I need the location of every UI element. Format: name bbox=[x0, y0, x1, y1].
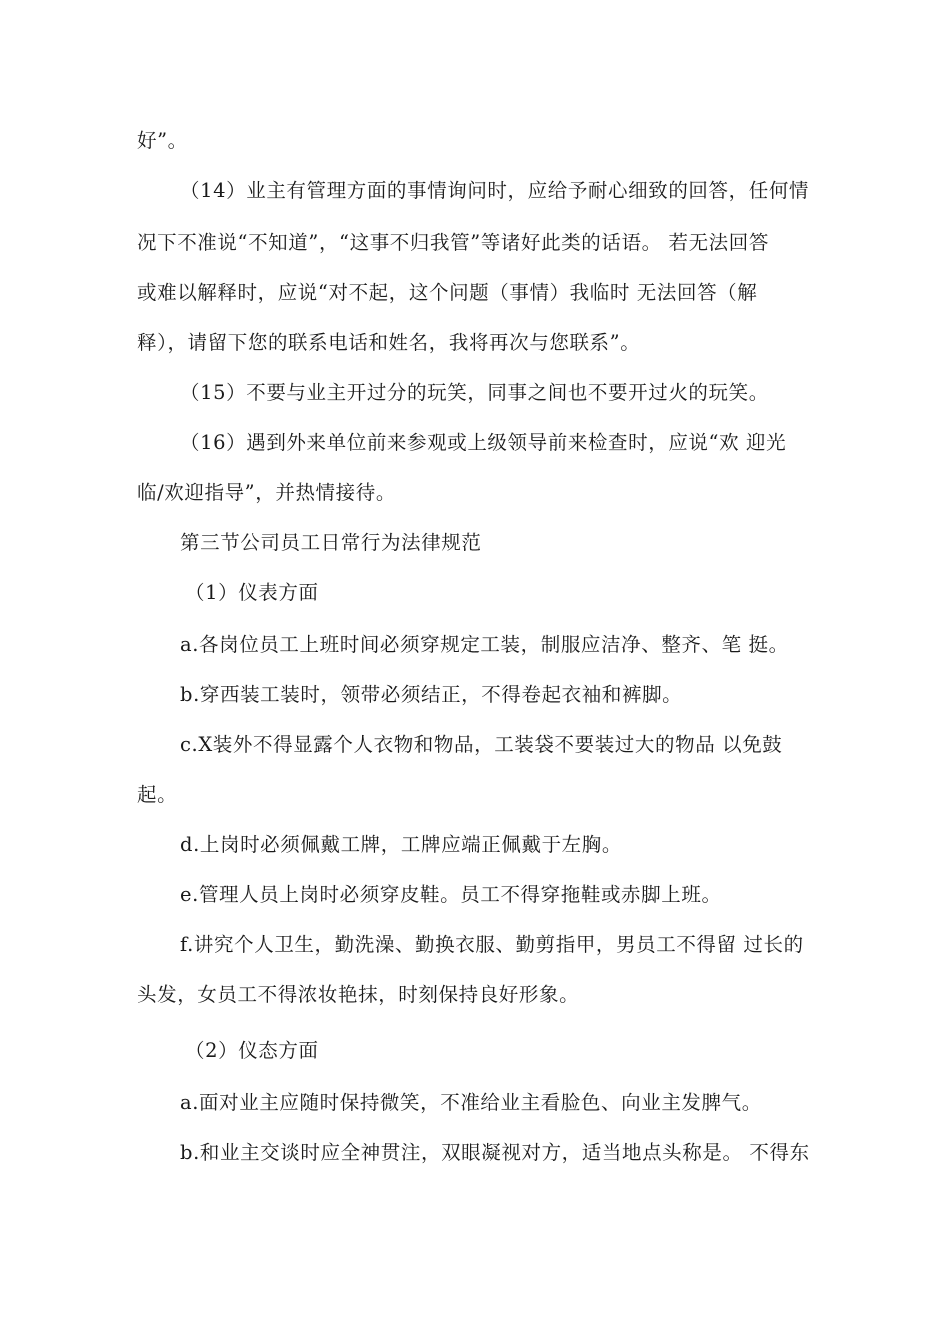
text-line: e.管理人员上岗时必须穿皮鞋。员工不得穿拖鞋或赤脚上班。 bbox=[180, 883, 722, 906]
text-line: b.穿西装工装时，领带必须结正，不得卷起衣袖和裤脚。 bbox=[180, 683, 683, 706]
text-line: b.和业主交谈时应全神贯注，双眼凝视对方，适当地点头称是。 不得东 bbox=[180, 1141, 810, 1164]
text-line: 况下不准说“不知道”，“这事不归我管”等诸好此类的话语。 若无法回答 bbox=[137, 231, 769, 254]
text-line: a.各岗位员工上班时间必须穿规定工装，制服应洁净、整齐、笔 挺。 bbox=[180, 633, 789, 656]
subsection-heading: （1）仪表方面 bbox=[185, 581, 319, 604]
text-line: f.讲究个人卫生，勤洗澡、勤换衣服、勤剪指甲，男员工不得留 过长的 bbox=[180, 933, 804, 956]
text-line: c.X装外不得显露个人衣物和物品，工装袋不要装过大的物品 以免鼓 bbox=[180, 733, 783, 756]
text-line: （15）不要与业主开过分的玩笑，同事之间也不要开过火的玩笑。 bbox=[180, 381, 769, 404]
text-line: 好”。 bbox=[137, 129, 188, 152]
subsection-heading: （2）仪态方面 bbox=[185, 1039, 319, 1062]
text-line: d.上岗时必须佩戴工牌，工牌应端正佩戴于左胸。 bbox=[180, 833, 622, 856]
text-line: （14）业主有管理方面的事情询问时，应给予耐心细致的回答，任何情 bbox=[180, 179, 810, 202]
text-line: 起。 bbox=[137, 783, 178, 806]
text-line: a.面对业主应随时保持微笑，不准给业主看脸色、向业主发脾气。 bbox=[180, 1091, 762, 1114]
text-line: 临/欢迎指导”，并热情接待。 bbox=[137, 481, 396, 504]
text-line: 释），请留下您的联系电话和姓名，我将再次与您联系”。 bbox=[137, 331, 641, 354]
text-line: 或难以解释时，应说“对不起，这个问题（事情）我临时 无法回答（解 bbox=[137, 281, 758, 304]
text-line: 头发，女员工不得浓妆艳抹，时刻保持良好形象。 bbox=[137, 983, 580, 1006]
text-line: （16）遇到外来单位前来参观或上级领导前来检查时，应说“欢 迎光 bbox=[180, 431, 787, 454]
section-heading: 第三节公司员工日常行为法律规范 bbox=[180, 531, 482, 554]
